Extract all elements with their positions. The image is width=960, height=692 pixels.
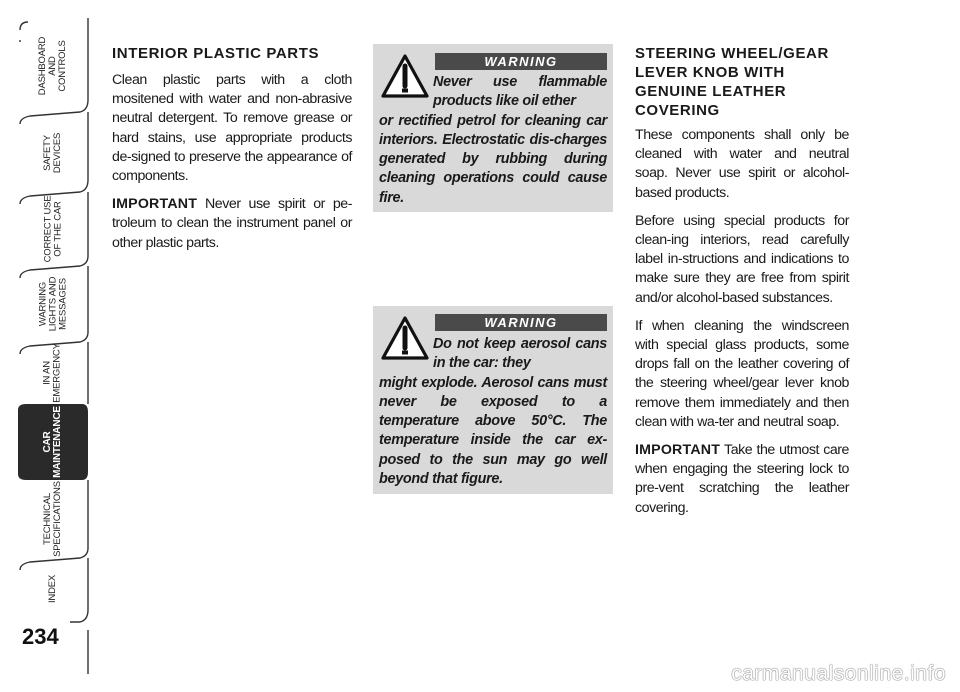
side-navigation [0, 0, 92, 692]
important-label: IMPORTANT [112, 196, 198, 213]
paragraph: These components shall only be cleaned with water and neutral soap. Never use spirit or alcohol-based products. [635, 127, 849, 201]
warning-text-first: Never use flammable products like oil ether [433, 74, 607, 110]
warning-text-first: Do not keep aerosol cans in the car: they [433, 336, 607, 372]
page-number: 234 [22, 624, 59, 649]
tab-technical-specifications[interactable] [18, 480, 88, 558]
important-label: IMPORTANT [635, 442, 721, 459]
watermark: carmanualsonline.info [731, 662, 946, 685]
warning-text-rest: or rectified petrol for cleaning car interiors. Electrostatic dis-charges generated by rubbing during cleaning operations could cause fire. [379, 112, 607, 206]
paragraph: Clean plastic parts with a cloth mositened with water and non-abrasive neutral detergent. To remove grease or hard stains, use appropriate products de-signed to preserve the appearance of components. [112, 72, 352, 185]
tab-index[interactable] [18, 558, 88, 620]
tab-label: IN AN EMERGENCY [42, 343, 63, 403]
section-heading: STEERING WHEEL/GEAR LEVER KNOB WITH GENUINE LEATHER COVERING [635, 45, 829, 119]
tab-safety-devices[interactable] [18, 114, 88, 192]
warning-title: WARNING [435, 314, 607, 331]
important-text: Never use spirit or pe-troleum to clean the instrument panel or other plastic parts. [112, 196, 352, 251]
important-paragraph [635, 441, 849, 518]
important-paragraph [112, 195, 352, 253]
paragraph: Before using special products for clean-ing interiors, read carefully label in-structions and indications to make sure they are free from spirit and/or alcohol-based substances. [635, 212, 849, 306]
tab-label: DASHBOARD AND CONTROLS [36, 36, 68, 96]
tab-warning-lights-and-messages[interactable] [18, 266, 88, 342]
warning-box [373, 44, 613, 212]
left-column [112, 44, 352, 262]
tab-car-maintenance[interactable] [18, 404, 88, 480]
warning-text [379, 335, 607, 489]
right-column [635, 44, 849, 527]
tab-label: INDEX [46, 574, 58, 604]
important-text: Take the utmost care when engaging the steering lock to pre-vent scratching the leather covering. [635, 442, 849, 516]
warning-text-rest: might explode. Aerosol cans must never be exposed to a temperature above 50°C. The temperature inside the car ex-posed to the sun may go well beyond that figure. [379, 374, 607, 488]
tab-label: WARNING LIGHTS AND MESSAGES [37, 276, 68, 332]
warning-box [373, 306, 613, 494]
tab-label: SAFETY DEVICES [42, 132, 63, 174]
paragraph: If when cleaning the windscreen with special glass products, some drops fall on the leather covering of the steering wheel/gear lever knob remove them immediately and then clean with wa-ter and neutral soap. [635, 317, 849, 430]
tab-correct-use-of-the-car[interactable] [18, 192, 88, 266]
tab-label: TECHNICAL SPECIFICATIONS [42, 481, 63, 557]
warning-text [379, 73, 607, 208]
tab-label: CAR MAINTENANCE [42, 406, 63, 478]
tab-label: CORRECT USE OF THE CAR [42, 195, 63, 263]
tab-dashboard-and-controls[interactable] [18, 18, 88, 114]
tab-in-an-emergency[interactable] [18, 342, 88, 404]
section-heading: INTERIOR PLASTIC PARTS [112, 45, 320, 62]
warning-title: WARNING [435, 53, 607, 70]
